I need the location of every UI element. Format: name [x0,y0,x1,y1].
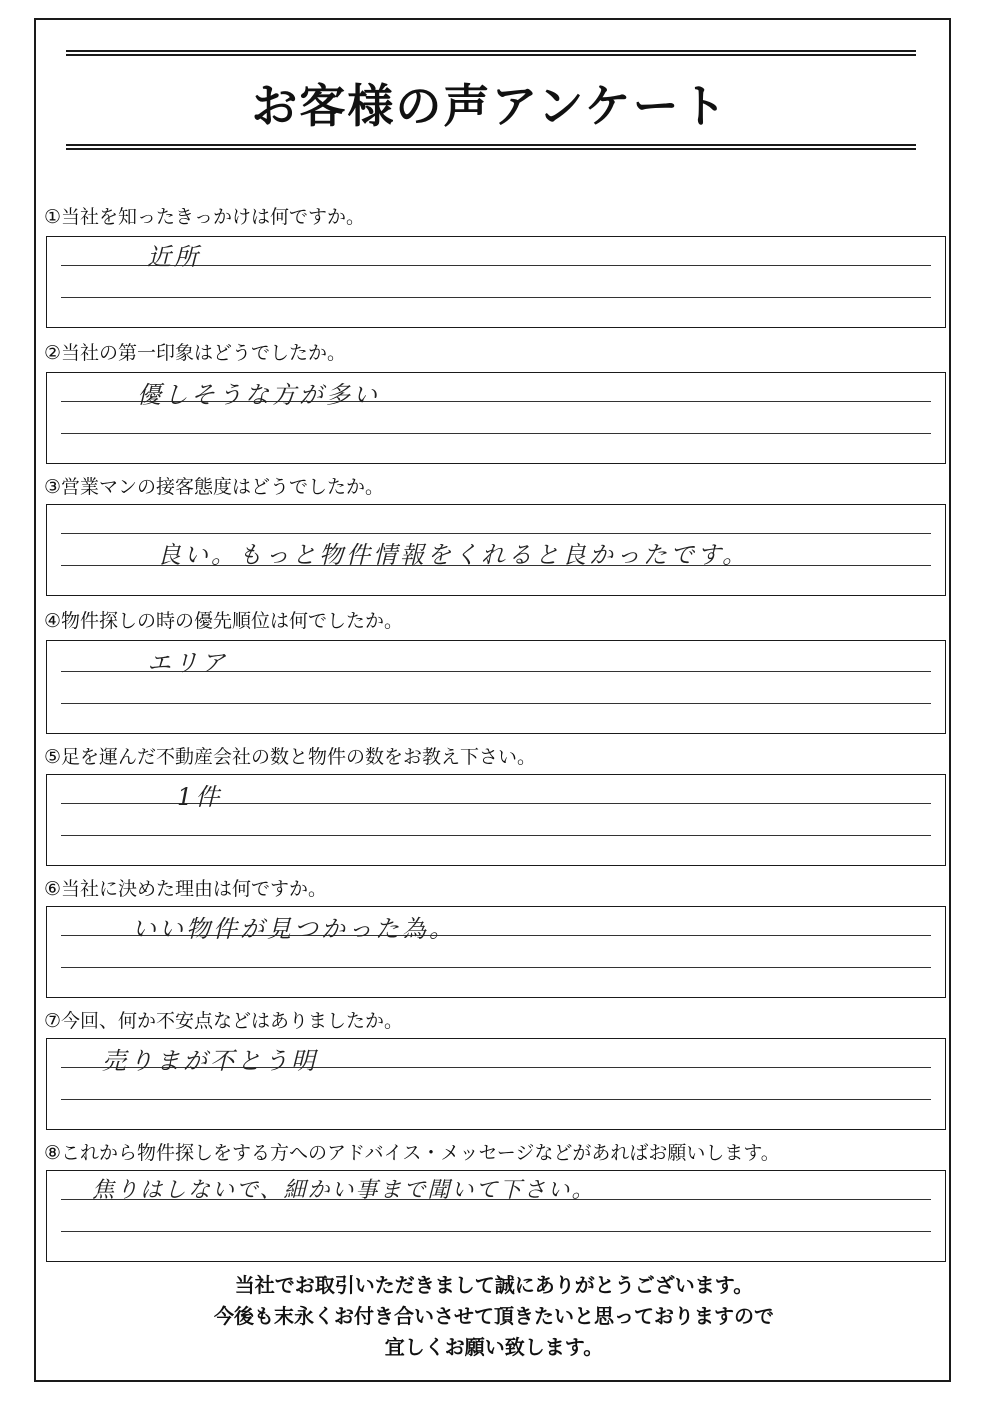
answer-line [61,433,931,434]
answer-box-1 [46,236,946,328]
question-8: ⑧これから物件探しをする方へのアドバイス・メッセージなどがあればお願いします。 [44,1142,780,1164]
question-7: ⑦今回、何か不安点などはありましたか。 [44,1010,404,1032]
answer-line [61,703,931,704]
answer-line [61,533,931,534]
question-3: ③営業マンの接客態度はどうでしたか。 [44,476,385,498]
answer-line [61,835,931,836]
answer-3: 良い。もっと物件情報をくれると良かったです。 [157,541,750,569]
answer-7: 売りまが不とう明 [102,1047,318,1075]
answer-4: エリア [147,649,228,677]
question-2: ②当社の第一印象はどうでしたか。 [44,342,347,364]
title-rule-bottom [66,144,916,150]
answer-line [61,297,931,298]
answer-8: 焦りはしないで、細かい事まで聞いて下さい。 [92,1178,596,1203]
answer-box-2 [46,372,946,464]
answer-2: 優しそうな方が多い [137,381,380,409]
question-5: ⑤足を運んだ不動産会社の数と物件の数をお教え下さい。 [44,746,537,768]
answer-box-4 [46,640,946,734]
question-6: ⑥当社に決めた理由は何ですか。 [44,878,328,900]
closing-line-2: 今後も末永くお付き合いさせて頂きたいと思っておりますので [214,1304,774,1328]
answer-line [61,1231,931,1232]
answer-box-8 [46,1170,946,1262]
answer-5: 1件 [177,783,223,811]
answer-box-3 [46,504,946,596]
answer-box-5 [46,774,946,866]
answer-6: いい物件が見つかった為。 [132,915,456,943]
question-4: ④物件探しの時の優先順位は何でしたか。 [44,610,404,632]
answer-1: 近所 [147,243,201,271]
closing-message [44,1270,944,1363]
answer-line [61,967,931,968]
title-rule-top [66,50,916,56]
answer-box-7 [46,1038,946,1130]
answer-box-6 [46,906,946,998]
question-1: ①当社を知ったきっかけは何ですか。 [44,206,366,228]
page-title: お客様の声アンケート [251,79,729,133]
closing-line-3: 宜しくお願い致します。 [384,1335,604,1359]
closing-line-1: 当社でお取引いただきまして誠にありがとうございます。 [234,1273,754,1297]
answer-line [61,1099,931,1100]
